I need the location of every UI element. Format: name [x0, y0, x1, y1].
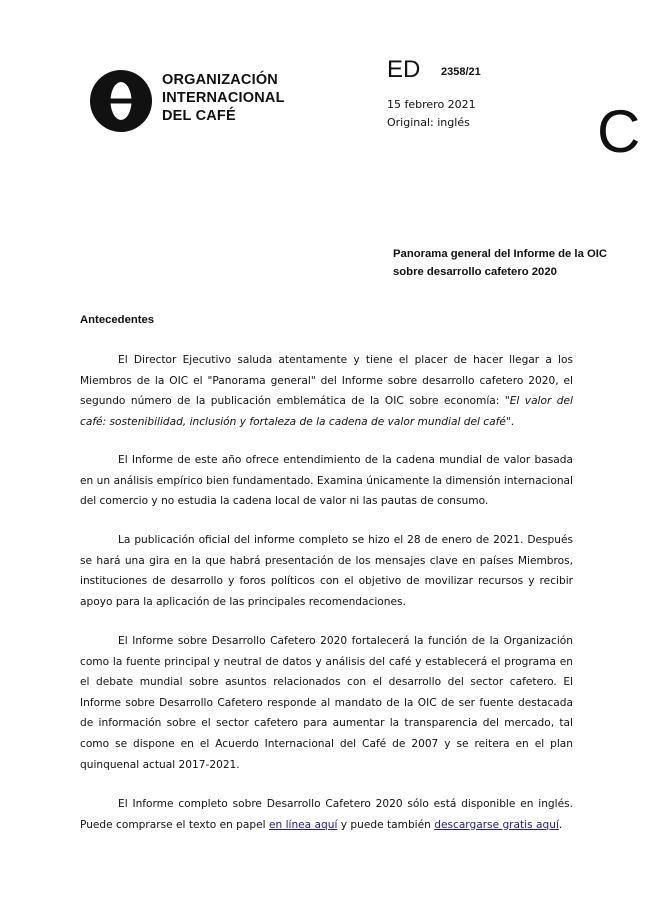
section-heading: Antecedentes	[80, 314, 155, 326]
publication-title: El valor del café: sostenibilidad, inclusión y fortaleza de la cadena de valor mundial del café	[80, 395, 573, 428]
document-date: 15 febrero 2021	[387, 98, 476, 111]
paragraph-1-end: ".	[505, 415, 515, 428]
paragraph-5-text: El Informe completo sobre Desarrollo Cafetero 2020 sólo está disponible en inglés. Puede comprarse el texto en papel	[80, 798, 573, 831]
download-free-link[interactable]: descargarse gratis aquí	[434, 818, 559, 831]
org-name-line-2: INTERNACIONAL	[162, 90, 285, 106]
org-name-line-3: DEL CAFÉ	[162, 108, 236, 124]
document-title	[393, 245, 607, 281]
paragraph-3: La publicación oficial del informe completo se hizo el 28 de enero de 2021. Después se hará una gira en la que habrá presentación de los mensajes clave en países Miembros, instituciones de desarrollo y foros políticos con el objetivo de movilizar recursos y recibir apoyo para la aplicación de las principales recomendaciones.	[80, 534, 573, 608]
organization-name	[162, 71, 285, 125]
paragraph-4: El Informe sobre Desarrollo Cafetero 2020 fortalecerá la función de la Organización como la fuente principal y neutral de datos y análisis del café y establecerá el programa en el debate mundial sobre asuntos relacionados con el desarrollo del sector cafetero. El Informe sobre Desarrollo Cafetero responde al mandato de la OIC de ser fuente destacada de información sobre el sector cafetero para aumentar la transparencia del mercado, tal como se dispone en el Acuerdo Internacional del Café de 2007 y se reitera en el plan quinquenal actual 2017-2021.	[80, 635, 573, 771]
paragraph-5-mid: y puede también	[337, 818, 435, 831]
title-line-1: Panorama general del Informe de la OIC	[393, 248, 608, 260]
title-line-2: sobre desarrollo cafetero 2020	[393, 266, 557, 278]
paragraph-5-end: .	[558, 818, 563, 831]
document-meta	[387, 96, 476, 132]
paragraph-5	[80, 794, 573, 835]
paragraph-2: El Informe de este año ofrece entendimiento de la cadena mundial de valor basada en un análisis empírico bien fundamentado. Examina únicamente la dimensión internacional del comercio y no estudia la cadena local de valor ni las pautas de consumo.	[80, 454, 573, 508]
original-language: Original: inglés	[387, 116, 470, 129]
language-letter: C	[597, 98, 641, 165]
buy-online-link[interactable]: en línea aquí	[268, 818, 338, 831]
document-series-code: ED	[387, 56, 421, 83]
paragraph-1-text: El Director Ejecutivo saluda atentamente y tiene el placer de hacer llegar a los Miembros de la OIC el "Panorama general" del Informe sobre desarrollo cafetero 2020, el segundo número de la publicación emblemática de la OIC sobre economía: "	[80, 354, 573, 408]
ico-logo	[90, 70, 152, 132]
org-name-line-1: ORGANIZACIÓN	[162, 72, 278, 88]
document-number: 2358/21	[441, 66, 481, 78]
paragraph-1	[80, 350, 573, 432]
